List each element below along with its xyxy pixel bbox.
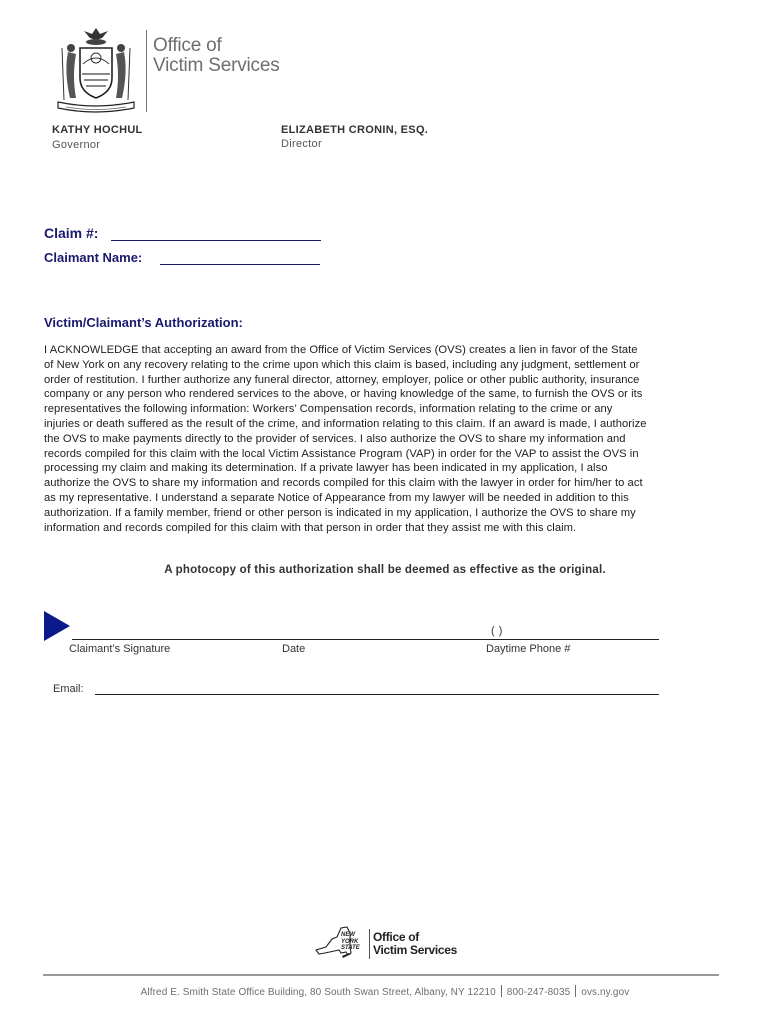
authorization-body (44, 343, 716, 535)
phone-area-code-parens: ( ) (491, 625, 503, 637)
footer-website[interactable]: ovs.ny.gov (581, 987, 630, 998)
state-text-line: NEW (341, 932, 355, 938)
email-label: Email: (53, 683, 84, 695)
signature-arrow-icon (44, 611, 70, 641)
footer-rule (43, 974, 719, 976)
signature-label: Claimant’s Signature (69, 643, 171, 655)
footer-phone: 800-247-8035 (506, 987, 571, 998)
authorization-line: authorization. If a family member, friend or other person is indicated in my application, I authorize the OVS to share my (44, 506, 636, 519)
date-label: Date (282, 643, 306, 655)
authorization-heading: Victim/Claimant’s Authorization: (44, 315, 243, 330)
authorization-line: I ACKNOWLEDGE that accepting an award from the Office of Victim Services (OVS) creates a lien in favor of the State (44, 344, 638, 356)
phone-label: Daytime Phone # (486, 643, 571, 655)
signature-line[interactable] (72, 639, 659, 640)
photocopy-note: A photocopy of this authorization shall be deemed as effective as the original. (164, 564, 606, 576)
state-seal-icon (50, 24, 142, 116)
header-divider (146, 30, 147, 112)
authorization-line: of New York on any recovery relating to the crime upon which this claim is based, including any judgment, settlement or (44, 358, 640, 371)
footer-logo-divider (369, 929, 370, 959)
footer-org-line2: Victim Services (373, 943, 458, 957)
footer-contact (0, 985, 770, 998)
authorization-line: records compiled for this claim with the local Victim Assistance Program (VAP) in order for the VAP to assist the OVS in (44, 447, 639, 460)
claim-number-label: Claim #: (44, 225, 99, 241)
authorization-line: injuries or death suffered as the result of the crime, and information relating to this claim. If an award is made, I authorize (44, 417, 647, 430)
footer-separator (575, 985, 576, 997)
org-name-line2: Victim Services (153, 55, 280, 76)
claimant-name-field[interactable] (160, 264, 320, 265)
email-field[interactable] (95, 694, 659, 695)
claim-number-field[interactable] (111, 240, 321, 241)
footer-separator (501, 985, 502, 997)
authorization-line: as my representative. I understand a separate Notice of Appearance from my lawyer will be needed in addition to this (44, 491, 629, 504)
director-name: ELIZABETH CRONIN, ESQ. (281, 124, 429, 136)
authorization-line: information and records compiled for this claim with that person in order that they assist me with this claim. (44, 521, 577, 534)
authorization-line: order of restitution. I further authorize any funeral director, attorney, employer, police or other public authority, insurance (44, 373, 640, 386)
new-york-state-wordmark (341, 932, 360, 952)
claimant-name-label: Claimant Name: (44, 250, 143, 265)
director-title: Director (281, 138, 322, 150)
governor-title: Governor (52, 139, 101, 151)
org-name-line1: Office of (153, 35, 222, 56)
footer-address: Alfred E. Smith State Office Building, 80 South Swan Street, Albany, NY 12210 (140, 987, 496, 998)
governor-name: KATHY HOCHUL (52, 124, 143, 136)
authorization-line: the OVS to make payments directly to the provider of services. I also authorize the OVS to share my information and (44, 432, 626, 445)
authorization-line: representatives the following information: Workers’ Compensation records, information relating to the crime or any (44, 403, 613, 416)
authorization-line: company or any person who rendered services to the above, or having knowledge of the same, to furnish the OVS or its (44, 388, 643, 401)
footer-org-line1: Office of (373, 930, 419, 944)
authorization-line: processing my claim and making its determination. If a private lawyer has been indicated in my application, I also (44, 462, 608, 475)
authorization-line: authorize the OVS to share my information and records compiled for this claim with the lawyer in order for him/her to act (44, 477, 643, 490)
state-text-line: STATE (341, 945, 360, 951)
state-text-line: YORK (341, 938, 359, 945)
